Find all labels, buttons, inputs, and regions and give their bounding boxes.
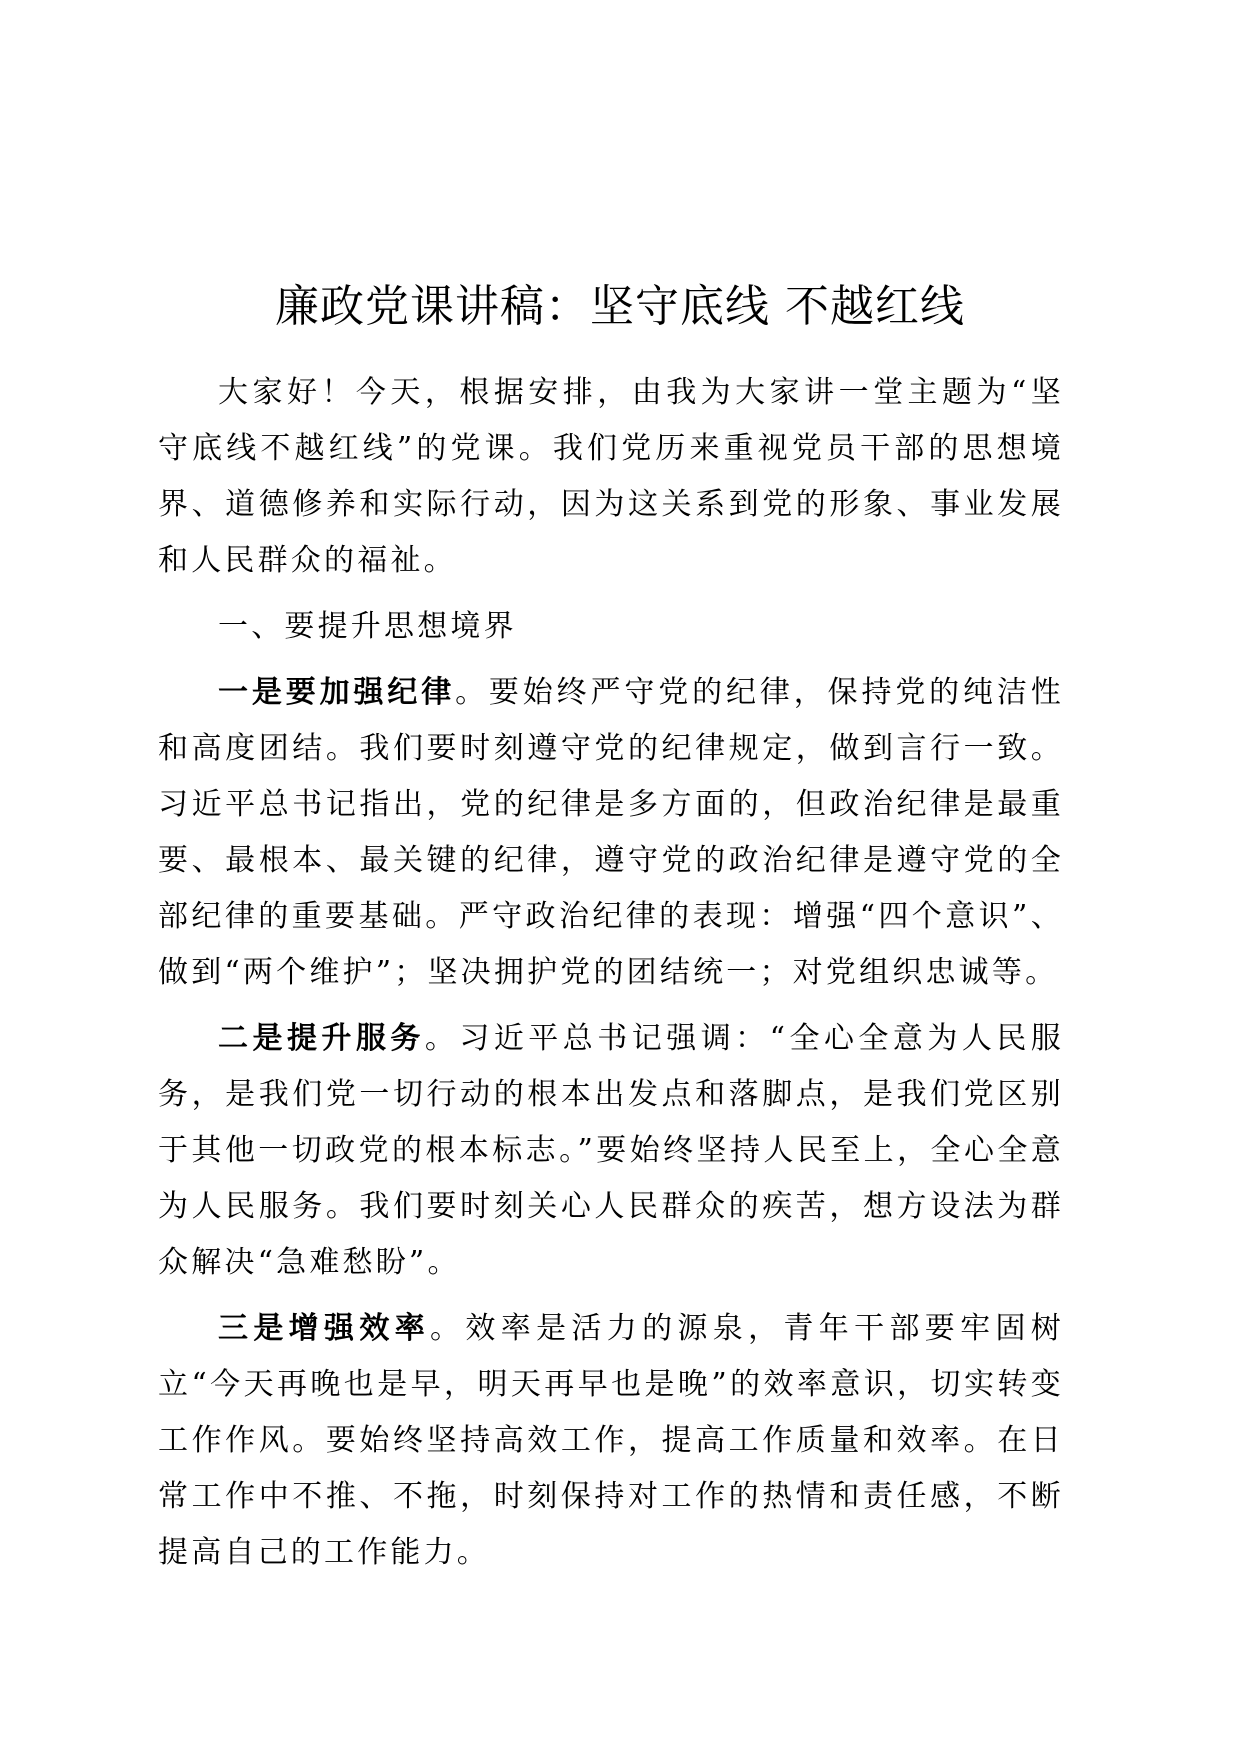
point-paragraph-2 [158,1011,1064,1291]
section-heading: 一、要提升思想境界 [218,609,517,644]
point-text: 。效率是活力的源泉，青年干部要牢固树立“今天再晚也是早，明天再早也是晚”的效率意识，切实转变工作作风。要始终坚持高效工作，提高工作质量和效率。在日常工作中不推、不拖，时刻保持对工作的热情和责任感，不断提高自己的工作能力。 [158,1311,1065,1570]
intro-paragraph: 大家好！今天，根据安排，由我为大家讲一堂主题为“坚守底线不越红线”的党课。我们党历来重视党员干部的思想境界、道德修养和实际行动，因为这关系到党的形象、事业发展和人民群众的福祉。 [158,375,1064,578]
point-text: 。要始终严守党的纪律，保持党的纯洁性和高度团结。我们要时刻遵守党的纪律规定，做到言行一致。习近平总书记指出，党的纪律是多方面的，但政治纪律是最重要、最根本、最关键的纪律，遵守党的政治纪律是遵守党的全部纪律的重要基础。严守政治纪律的表现：增强“四个意识”、做到“两个维护”；坚决拥护党的团结统一；对党组织忠诚等。 [158,675,1064,990]
point-paragraph-1 [158,665,1064,1001]
point-paragraph-3 [158,1301,1064,1581]
point-lead: 一是要加强纪律 [218,675,456,710]
document-body [158,365,1064,1581]
point-lead: 三是增强效率 [218,1311,431,1346]
document-title: 廉政党课讲稿：坚守底线 不越红线 [275,281,965,332]
point-lead: 二是提升服务 [218,1021,425,1056]
point-text: 。习近平总书记强调：“全心全意为人民服务，是我们党一切行动的根本出发点和落脚点，是我们党区别于其他一切政党的根本标志。”要始终坚持人民至上，全心全意为人民服务。我们要时刻关心人民群众的疾苦，想方设法为群众解决“急难愁盼”。 [158,1021,1065,1280]
